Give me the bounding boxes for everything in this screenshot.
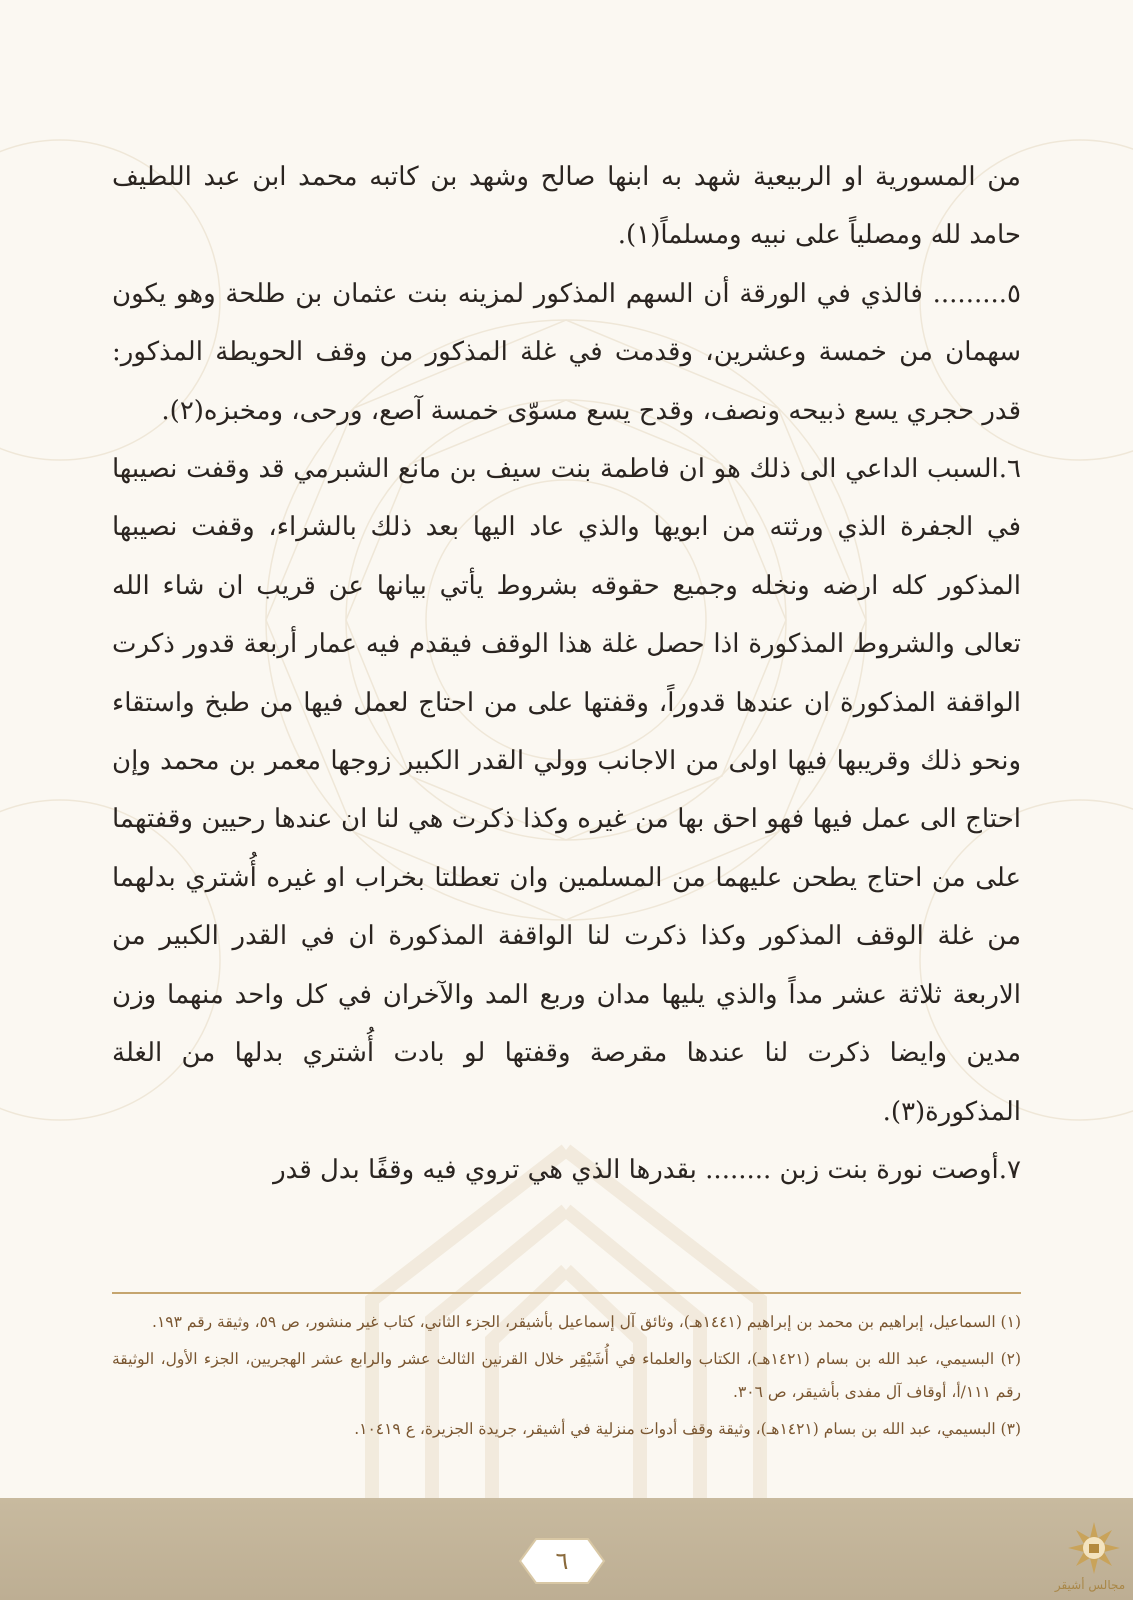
footnotes (112, 1306, 1021, 1450)
footnote: (١) السماعيل، إبراهيم بن محمد بن إبراهيم (١٤٤١هـ)، وثائق آل إسماعيل بأشيقر، الجزء الثاني، كتاب غير منشور، ص ٥٩، وثيقة رقم ١٩٣. (152, 1313, 1021, 1331)
paragraph: ٧.أوصت نورة بنت زبن ........ بقدرها الذي هي تروي فيه وقفًا بدل قدر (273, 1154, 1021, 1185)
footnote-divider (112, 1292, 1021, 1294)
page-number: ٦ (555, 1547, 569, 1575)
paragraph: ٦.السبب الداعي الى ذلك هو ان فاطمة بنت سيف بن مانع الشبرمي قد وقفت نصيبها في الجفرة الذي ورثته من ابويها والذي عاد اليها بعد ذلك بالشراء، وقفت نصيبها المذكور كله ارضه ونخله وجميع حقوقه بشروط يأتي بيانها عن قريب ان شاء الله تعالى والشروط المذكورة اذا حصل غلة هذا الوقف فيقدم فيه عمار أربعة قدور ذكرت الواقفة المذكورة ان عندها قدوراً، وقفتها على من احتاج لعمل فيها من طبخ واستقاء ونحو ذلك وقريبها فيها اولى من الاجانب وولي القدر الكبير زوجها معمر بن محمد وإن احتاج الى عمل فيها فهو احق بها من غيره وكذا ذكرت هي لنا ان عندها رحيين وقفتهما على من احتاج يطحن عليهما من المسلمين وان تعطلتا بخراب او غيره أُشتري بدلهما من غلة الوقف المذكور وكذا ذكرت لنا الواقفة المذكورة ان في القدر الكبير من الاربعة ثلاثة عشر مداً والذي يليها مدان وربع المد والآخران في كل واحد منهما وزن مدين وايضا ذكرت لنا عندها مقرصة وقفتها لو بادت أُشتري بدلها من الغلة المذكورة(٣). (112, 454, 1021, 1127)
logo-icon (1066, 1520, 1122, 1576)
paragraph: ٥......... فالذي في الورقة أن السهم المذكور لمزينه بنت عثمان بن طلحة وهو يكون سهمان من خمسة وعشرين، وقدمت في غلة المذكور من وقف الحويطة المذكور: قدر حجري يسع ذبيحه ونصف، وقدح يسع مسوّى خمسة آصع، ورحى، ومخبزه(٢). (112, 278, 1021, 426)
footnote: (٢) البسيمي، عبد الله بن بسام (١٤٢١هـ)، الكتاب والعلماء في أُشَيْقِر خلال القرنين الثالث عشر والرابع عشر الهجريين، الجزء الأول، الوثيقة رقم ١١١/أ، أوقاف آل مفدى بأشيقر، ص ٣٠٦. (112, 1350, 1022, 1401)
footnote: (٣) البسيمي، عبد الله بن بسام (١٤٢١هـ)، وثيقة وقف أدوات منزلية في أشيقر، جريدة الجزيرة، ع ١٠٤١٩. (354, 1420, 1021, 1438)
main-text (112, 148, 1021, 1199)
logo-text: مجالس أشيقر (1054, 1578, 1126, 1592)
paragraph: من المسورية او الربيعية شهد به ابنها صالح وشهد بن كاتبه محمد ابن عبد اللطيف حامد لله ومصلياً على نبيه ومسلماً(١). (112, 162, 1021, 251)
